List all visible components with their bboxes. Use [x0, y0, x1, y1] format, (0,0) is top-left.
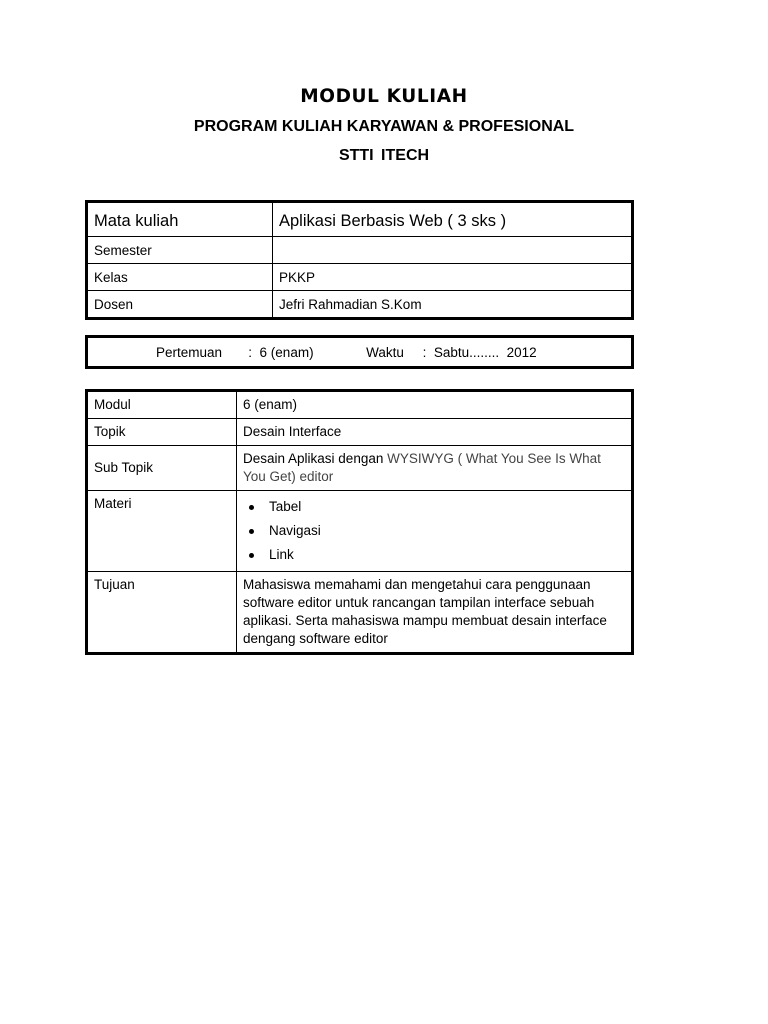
modul-label: Modul: [87, 391, 237, 419]
table-row: [87, 264, 633, 291]
institution-title: STTI ITECH: [338, 147, 430, 164]
mata-kuliah-value: Aplikasi Berbasis Web ( 3 sks ): [273, 202, 633, 237]
table-row: [87, 391, 633, 419]
bullet-icon: [249, 529, 254, 534]
bullet-icon: [249, 553, 254, 558]
table-row: [87, 337, 633, 368]
topik-label: Topik: [87, 419, 237, 446]
tujuan-value: Mahasiswa memahami dan mengetahui cara penggunaan software editor untuk rancangan tampilan interface sebuah aplikasi. Serta mahasiswa mampu membuat desain interface dengang software editor: [237, 572, 633, 654]
materi-item-label: Tabel: [269, 499, 302, 514]
module-info-table: [85, 389, 634, 655]
kelas-value: PKKP: [273, 264, 633, 291]
dosen-value: Jefri Rahmadian S.Kom: [273, 291, 633, 319]
table-row: [87, 572, 633, 654]
materi-item-label: Link: [269, 547, 294, 562]
meeting-info: Pertemuan : 6 (enam) Waktu : Sabtu........ 2012: [156, 344, 537, 360]
course-info-table: [85, 200, 634, 320]
semester-value: [273, 237, 633, 264]
program-title: PROGRAM KULIAH KARYAWAN & PROFESIONAL: [193, 118, 575, 135]
meeting-table: [85, 335, 634, 369]
mata-kuliah-label: Mata kuliah: [87, 202, 273, 237]
table-row: [87, 202, 633, 237]
kelas-label: Kelas: [87, 264, 273, 291]
tujuan-label: Tujuan: [87, 572, 237, 654]
dosen-label: Dosen: [87, 291, 273, 319]
list-item: [265, 519, 625, 543]
topik-value: Desain Interface: [237, 419, 633, 446]
table-row: [87, 446, 633, 491]
materi-list: [243, 495, 625, 567]
table-row: [87, 237, 633, 264]
table-row: [87, 291, 633, 319]
materi-item-label: Navigasi: [269, 523, 321, 538]
materi-label: Materi: [87, 491, 237, 572]
subtopik-value-b: WYSIWYG ( What You See Is What You Get) editor: [243, 451, 601, 484]
semester-label: Semester: [87, 237, 273, 264]
subtopik-label: Sub Topik: [87, 446, 237, 491]
document-title: MODUL KULIAH: [300, 86, 468, 107]
subtopik-value: [237, 446, 633, 491]
subtopik-value-a: Desain Aplikasi dengan: [243, 451, 388, 466]
list-item: [265, 495, 625, 519]
table-row: [87, 419, 633, 446]
bullet-icon: [249, 505, 254, 510]
materi-value: [237, 491, 633, 572]
list-item: [265, 543, 625, 567]
table-row: [87, 491, 633, 572]
modul-value: 6 (enam): [237, 391, 633, 419]
